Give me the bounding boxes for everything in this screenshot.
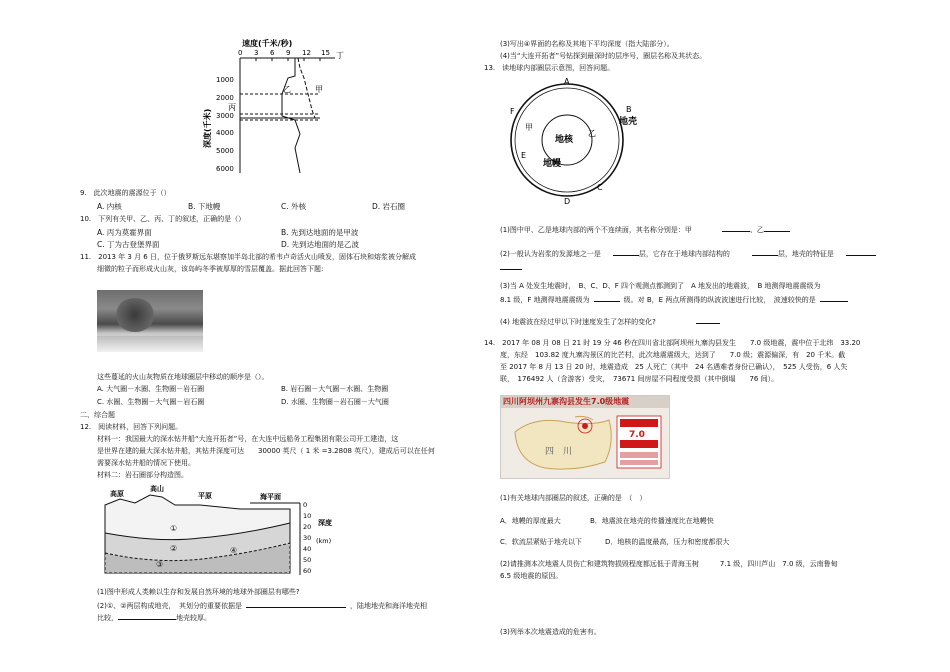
section-comprehensive: 二、综合题 <box>80 411 115 419</box>
q9-option-a[interactable]: A. 内核 <box>97 202 122 211</box>
label-A: A <box>564 78 570 86</box>
q12-part2-b: ，陆地地壳和海洋地壳相 <box>349 602 427 610</box>
x-tick-6: 6 <box>270 49 275 57</box>
y-tick-3000: 3000 <box>216 112 234 120</box>
q14-option-b[interactable]: B．地震波在地壳的传播速度比在地幔快 <box>590 517 714 525</box>
label-haipingmian: 海平面 <box>260 493 281 501</box>
q12-material2: 材料二：岩石圈部分构造图。 <box>97 471 188 479</box>
q14-option-d[interactable]: D．地核的温度最高，压力和密度都很大 <box>605 538 730 546</box>
q14-line1: 14. 2017 年 08 月 08 日 21 时 19 分 46 秒在四川省北部阿坝州九寨沟县发生 7.0 级地震，震中位于北纬 33.20 <box>484 339 861 347</box>
x-tick-9: 9 <box>286 49 291 57</box>
q12-part2-blank2[interactable] <box>118 612 176 620</box>
q13-part2-line <box>500 248 876 259</box>
svg-text:②: ② <box>170 544 178 553</box>
q10-option-c[interactable]: C. 丁为古登堡界面 <box>97 240 160 249</box>
q13-part3-blank1[interactable] <box>594 294 620 302</box>
label-shendu: 深度 <box>318 519 332 527</box>
q12-stem: 12. 阅读材料，回答下列问题。 <box>80 423 183 431</box>
label-dike: 地核 <box>555 135 574 145</box>
y-axis-label: 深度(千米) <box>203 108 212 148</box>
depth-0: 0 <box>303 501 308 509</box>
q14-option-a[interactable]: A．地幔的厚度最大 <box>500 517 561 525</box>
q9-stem: 9. 此次地震的震源位于（） <box>80 189 171 197</box>
label-B: B <box>626 105 632 114</box>
q11-option-c[interactable]: C. 水圈、生物圈－大气圈－岩石圈 <box>97 398 205 406</box>
q12-part2-a: (2)①、②两层构成地壳， 其划分的重要依据是 <box>97 602 242 610</box>
chart-title: 速度(千米/秒) <box>242 39 293 48</box>
y-tick-5000: 5000 <box>216 147 234 155</box>
q14-line3: 至 2017 年 8 月 13 日 20 时，地震造成 25 人死亡（其中 24 名遇难者身份已确认）， 525 人受伤，6 人失 <box>500 363 848 371</box>
y-tick-2000: 2000 <box>216 94 234 102</box>
depth-10: 10 <box>303 512 312 520</box>
q12-part2-c: 比较， <box>97 614 118 622</box>
label-bing: 丙 <box>228 103 236 112</box>
seismic-velocity-chart <box>200 38 350 178</box>
q13-part3-blank2[interactable] <box>820 294 848 302</box>
q12-material1-a: 材料一：我国最大的深水钻井船“大连开拓者”号，在大连中远船务工程集团有限公司开工建造，这 <box>97 435 399 443</box>
map-magnitude: 7.0 <box>629 430 645 440</box>
depth-40: 40 <box>303 545 312 553</box>
svg-text:③: ③ <box>156 560 164 569</box>
q14-part2-b: 6.5 级地震的原因。 <box>500 572 563 580</box>
svg-text:④: ④ <box>230 546 238 555</box>
q13-part3-b: 8.1 级，F 地测得地震震级为 <box>500 296 590 304</box>
label-D: D <box>564 197 571 206</box>
q14-part1: (1)有关地球内部圈层的叙述，正确的是 （ ） <box>500 494 647 502</box>
q13-part3-c: 级。对 B，E 两点所测得的纵波波速进行比较， 波速较快的是 <box>623 296 816 304</box>
y-tick-4000: 4000 <box>216 129 234 137</box>
x-tick-15: 15 <box>321 49 330 57</box>
q11-line1: 11. 2013 年 3 月 6 日，位于俄罗斯远东堪察加半岛北部的希韦卢奇活火山喷发，固体石块和熔浆被分解成 <box>80 253 416 261</box>
label-km: (km) <box>316 537 332 545</box>
q12-material1-c: 需要深水钻井船的情况下使用。 <box>97 459 195 467</box>
q14-line4: 联， 176492 人（含游客）受灾， 73671 间房屋不同程度受损（其中倒塌 76 间）。 <box>500 375 779 383</box>
x-tick-3: 3 <box>254 49 259 57</box>
q13-part2-blank2[interactable] <box>752 248 778 256</box>
q11-option-a[interactable]: A. 大气圈－水圈、生物圈－岩石圈 <box>97 385 205 393</box>
q11-option-d[interactable]: D. 水圈、生物圈－岩石圈－大气圈 <box>281 398 389 406</box>
q13-part2-blank4[interactable] <box>500 262 522 270</box>
q13-part3-a: (3)当 A 处发生地震时， B、C、D、F 四个观测点都测到了 A 地发出的地震波， B 地测得地震震级为 <box>500 282 821 290</box>
label-yi-13: 乙 <box>588 129 596 138</box>
q12-part2-d: 地壳较厚。 <box>176 614 211 622</box>
label-diqiao: 地壳 <box>619 117 638 127</box>
map-province-label: 四 川 <box>545 447 573 457</box>
label-ding: 丁 <box>336 51 344 60</box>
depth-20: 20 <box>303 523 312 531</box>
y-tick-6000: 6000 <box>216 165 234 173</box>
q10-stem: 10. 下列有关甲、乙、丙、丁的叙述，正确的是（） <box>80 215 246 223</box>
q12-part2-line <box>97 600 427 611</box>
q13-part3-line2 <box>500 294 848 305</box>
label-jia: 甲 <box>315 85 323 94</box>
q10-option-a[interactable]: A. 丙为莫霍界面 <box>97 228 152 237</box>
q13-part2-c: 层，地壳的特征是 <box>777 250 834 258</box>
q9-option-d[interactable]: D. 岩石圈 <box>372 202 406 211</box>
depth-60: 60 <box>303 567 312 575</box>
q13-part2-a: (2)一般认为岩浆的发源地之一是 <box>500 250 601 258</box>
q12-part4: (4)当“大连开拓者”号钻探到最深时的层序号，圈层名称及其状态。 <box>500 52 707 60</box>
q14-option-c[interactable]: C．软流层紧贴于地壳以下 <box>500 538 582 546</box>
q13-part1-a: (1)图中甲、乙是地球内部的两个不连续面，其名称分别是：甲 <box>500 226 692 234</box>
q11-sub: 这些蔓延的火山灰物质在地球圈层中移动的顺序是（）。 <box>97 373 269 381</box>
label-C: C <box>597 183 603 192</box>
q13-part1-line <box>500 224 790 235</box>
label-gaoyuan: 高原 <box>110 490 124 498</box>
q13-part4-line <box>500 316 720 327</box>
q13-part1-blank1[interactable] <box>722 224 750 232</box>
label-gaoshan: 高山 <box>150 485 164 493</box>
depth-30: 30 <box>303 534 312 542</box>
q9-option-b[interactable]: B. 下地幔 <box>188 202 221 211</box>
label-F: F <box>510 107 515 116</box>
x-tick-12: 12 <box>302 49 311 57</box>
volcano-photo <box>97 290 203 352</box>
q13-part2-blank3[interactable] <box>846 248 876 256</box>
q13-part4: (4) 地震波在经过甲以下时速度发生了怎样的变化? <box>500 318 656 326</box>
q12-part3: (3)写出④界面的名称及其地下平均深度（指大陆部分）。 <box>500 40 674 48</box>
label-yi: 乙 <box>283 85 291 94</box>
q13-part1-b: 、乙 <box>749 226 764 234</box>
q13-part2-blank1[interactable] <box>613 248 639 256</box>
q11-option-b[interactable]: B. 岩石圈－大气圈－水圈、生物圈 <box>281 385 389 393</box>
q13-part4-blank[interactable] <box>696 316 720 324</box>
depth-50: 50 <box>303 556 312 564</box>
label-pingyuan: 平原 <box>198 492 212 500</box>
q11-line2: 细微的粒子而形成火山灰，该岛屿冬季被厚厚的雪层覆盖。据此回答下题: <box>97 265 324 273</box>
q12-part2-blank1[interactable] <box>246 600 346 608</box>
news-banner: 四川阿坝州九寨沟县发生7.0级地震 <box>501 396 669 408</box>
q14-line2: 度，东经 103.82 度九寨沟景区的比芒村，此次地震震级大，达到了 7.0 级；震源偏深，有 20 千米。截 <box>500 351 846 359</box>
lithosphere-diagram <box>100 483 340 583</box>
x-tick-0: 0 <box>238 49 243 57</box>
y-tick-1000: 1000 <box>216 76 234 84</box>
q13-part1-blank2[interactable] <box>764 224 790 232</box>
q13-stem: 13. 读地球内部圈层示意图，回答问题。 <box>484 64 615 72</box>
q12-part1: (1)图中形成人类赖以生存和发展自然环境的地球外部圈层有哪些? <box>97 588 300 596</box>
q12-material1-b: 是世界在建的最大深水钻井船，其钻井深度可达 30000 英尺（ 1 米 =3.2808 英尺），建成后可以在任何 <box>97 447 435 455</box>
q13-part2-b: 层，它存在于地球内部结构的 <box>638 250 730 258</box>
label-jia-13: 甲 <box>525 123 533 132</box>
q10-option-b[interactable]: B. 先到达地面的是甲波 <box>281 228 359 237</box>
q14-part3: (3)列举本次地震造成的危害有。 <box>500 628 601 636</box>
q12-part2-line2 <box>97 612 211 623</box>
label-diman: 地幔 <box>543 159 562 169</box>
q9-option-c[interactable]: C. 外核 <box>281 202 307 211</box>
label-E: E <box>521 151 527 160</box>
q10-option-d[interactable]: D. 先到达地面的是乙波 <box>281 240 360 249</box>
earthquake-news-image <box>500 395 670 479</box>
earth-layers-diagram <box>505 78 655 208</box>
q14-part2-a: (2)请推测本次地震人员伤亡和建筑物损毁程度都远低于青海玉树 7.1 级，四川芦山 7.0 级，云南鲁甸 <box>500 560 838 568</box>
svg-text:①: ① <box>170 524 178 533</box>
